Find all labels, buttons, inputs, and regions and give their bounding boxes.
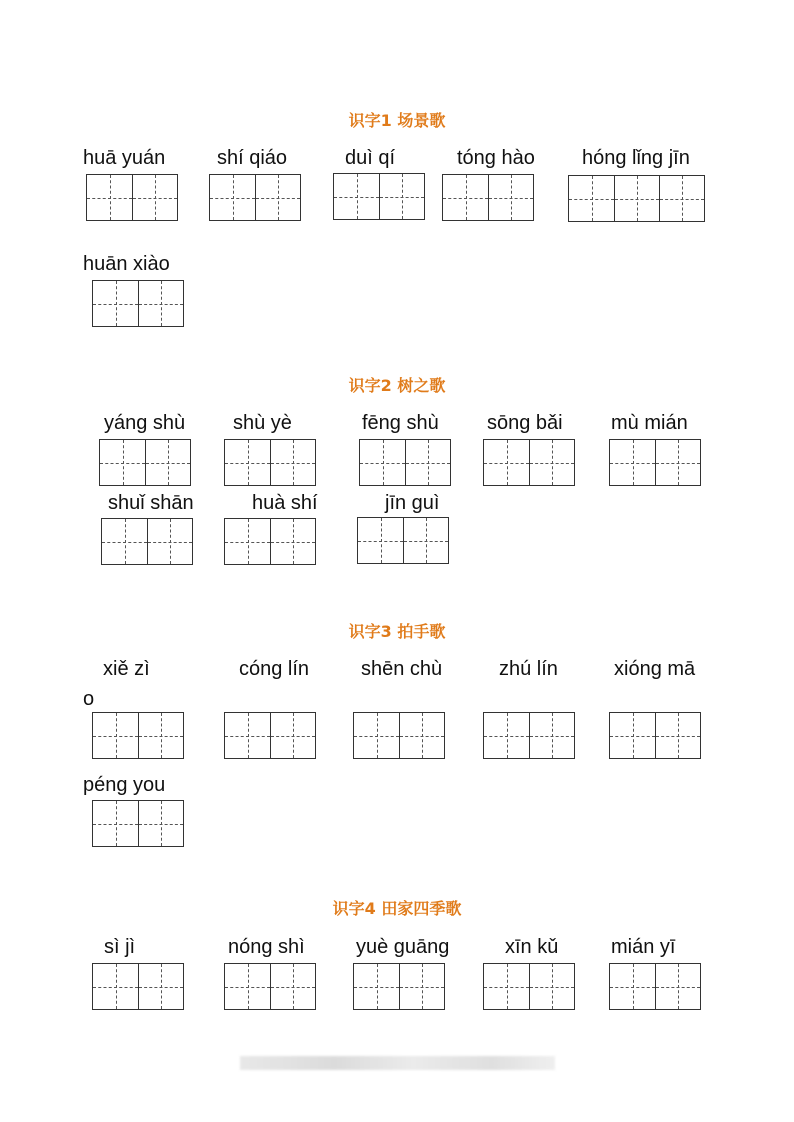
pinyin-word: yáng shù (104, 412, 186, 434)
pinyin-word: xīn kǔ (505, 936, 559, 958)
writing-grid[interactable] (568, 175, 705, 222)
writing-grid[interactable] (483, 439, 575, 486)
pinyin-word: fēng shù (362, 412, 439, 434)
writing-grid[interactable] (224, 712, 316, 759)
writing-grid[interactable] (609, 439, 701, 486)
pinyin-word: shuǐ shān (108, 492, 194, 514)
pinyin-word: o (83, 688, 95, 710)
writing-grid[interactable] (609, 963, 701, 1010)
writing-grid[interactable] (224, 963, 316, 1010)
writing-grid[interactable] (209, 174, 301, 221)
writing-grid[interactable] (86, 174, 178, 221)
writing-grid[interactable] (224, 439, 316, 486)
pinyin-word: mù mián (611, 412, 688, 434)
section-3-title: 识字3 拍手歌 (348, 622, 446, 641)
pinyin-word: xióng mā (614, 658, 696, 680)
pinyin-word: huā yuán (83, 147, 166, 169)
pinyin-word: shù yè (233, 412, 292, 434)
pinyin-word: jīn guì (385, 492, 440, 514)
writing-grid[interactable] (101, 518, 193, 565)
pinyin-word: péng you (83, 774, 166, 796)
writing-grid[interactable] (609, 712, 701, 759)
pinyin-word: yuè guāng (356, 936, 450, 958)
writing-grid[interactable] (92, 280, 184, 327)
pinyin-word: duì qí (345, 147, 396, 169)
pinyin-word: sì jì (104, 936, 136, 958)
pinyin-word: nóng shì (228, 936, 305, 958)
pinyin-word: tóng hào (457, 147, 535, 169)
blurred-footer-watermark (240, 1056, 555, 1070)
writing-grid[interactable] (483, 712, 575, 759)
writing-grid[interactable] (92, 712, 184, 759)
pinyin-word: sōng bǎi (487, 412, 563, 434)
writing-grid[interactable] (442, 174, 534, 221)
writing-grid[interactable] (92, 963, 184, 1010)
writing-grid[interactable] (224, 518, 316, 565)
pinyin-word: shí qiáo (217, 147, 288, 169)
writing-grid[interactable] (353, 712, 445, 759)
pinyin-word: huān xiào (83, 253, 170, 275)
writing-grid[interactable] (92, 800, 184, 847)
writing-grid[interactable] (99, 439, 191, 486)
section-2-title: 识字2 树之歌 (348, 376, 446, 395)
writing-grid[interactable] (333, 173, 425, 220)
pinyin-word: huà shí (252, 492, 318, 514)
pinyin-word: hóng lǐng jīn (582, 147, 690, 169)
pinyin-word: cóng lín (239, 658, 310, 680)
section-4-title: 识字4 田家四季歌 (332, 899, 462, 918)
pinyin-word: xiě zì (103, 658, 150, 680)
section-1-title: 识字1 场景歌 (348, 111, 446, 130)
pinyin-word: zhú lín (499, 658, 558, 680)
writing-grid[interactable] (353, 963, 445, 1010)
pinyin-word: shēn chù (361, 658, 443, 680)
writing-grid[interactable] (359, 439, 451, 486)
writing-grid[interactable] (357, 517, 449, 564)
pinyin-word: mián yī (611, 936, 676, 958)
writing-grid[interactable] (483, 963, 575, 1010)
